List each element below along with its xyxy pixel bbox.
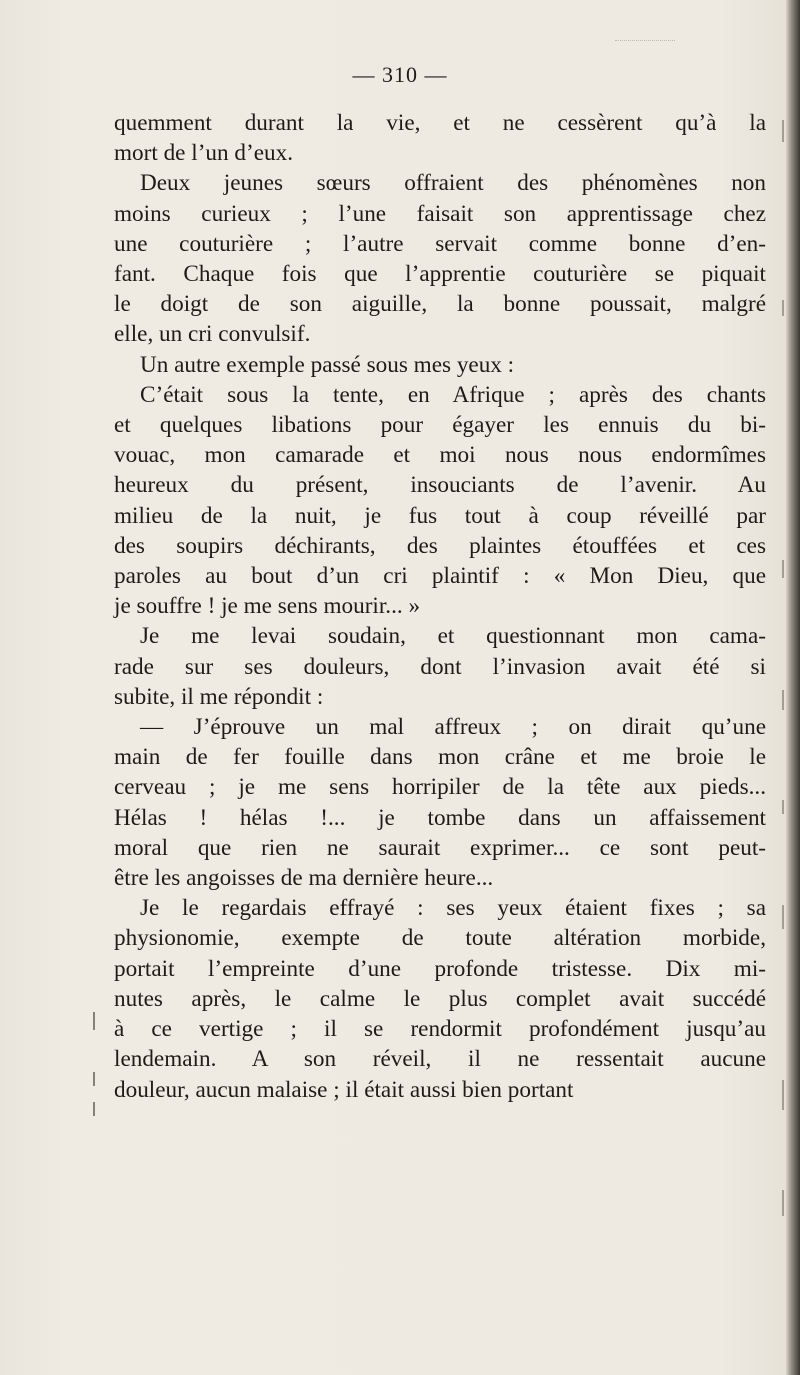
- text-line: Deux jeunes sœurs offraient des phénomènes non: [140, 170, 766, 197]
- text-line: et quelques libations pour égayer les ennuis du bi-: [114, 412, 766, 439]
- text-line: le doigt de son aiguille, la bonne poussait, malgré: [114, 291, 766, 318]
- text-line: moral que rien ne saurait exprimer... ce sont peut-: [114, 834, 766, 861]
- margin-mark: [93, 1012, 95, 1030]
- text-line: paroles au bout d’un cri plaintif : « Mon Dieu, que: [114, 563, 766, 590]
- text-line: Un autre exemple passé sous mes yeux :: [140, 351, 515, 378]
- text-line: cerveau ; je me sens horripiler de la tête aux pieds...: [114, 774, 766, 801]
- text-line: une couturière ; l’autre servait comme bonne d’en-: [114, 230, 766, 257]
- body-text: [114, 108, 766, 1105]
- text-line: je souffre ! je me sens mourir... »: [114, 593, 421, 620]
- text-line: elle, un cri convulsif.: [114, 321, 311, 348]
- text-line: physionomie, exempte de toute altération morbide,: [114, 925, 766, 952]
- text-line: être les angoisses de ma dernière heure...: [114, 865, 494, 892]
- text-line: main de fer fouille dans mon crâne et me broie le: [114, 744, 766, 771]
- text-line: douleur, aucun malaise ; il était aussi bien portant: [114, 1076, 574, 1103]
- page-number: — 310 —: [352, 62, 448, 87]
- text-line: fant. Chaque fois que l’apprentie couturière se piquait: [114, 261, 766, 288]
- text-line: vouac, mon camarade et moi nous nous endormîmes: [114, 442, 766, 469]
- text-line: à ce vertige ; il se rendormit profondément jusqu’au: [114, 1016, 766, 1043]
- text-line: des soupirs déchirants, des plaintes étouffées et ces: [114, 532, 766, 559]
- text-line: subite, il me répondit :: [114, 683, 324, 710]
- text-line: moins curieux ; l’une faisait son apprentissage chez: [114, 200, 766, 227]
- text-line: C’était sous la tente, en Afrique ; après des chants: [140, 381, 766, 408]
- text-line: portait l’empreinte d’une profonde tristesse. Dix mi-: [114, 955, 766, 982]
- text-line: mort de l’un d’eux.: [114, 140, 294, 167]
- text-line: — J’éprouve un mal affreux ; on dirait qu’une: [140, 714, 766, 741]
- text-line: quemment durant la vie, et ne cessèrent qu’à la: [114, 110, 766, 136]
- text-line: nutes après, le calme le plus complet avait succédé: [114, 985, 766, 1012]
- text-line: rade sur ses douleurs, dont l’invasion avait été si: [114, 653, 766, 680]
- margin-mark: [93, 1102, 95, 1116]
- text-line: milieu de la nuit, je fus tout à coup réveillé par: [114, 502, 766, 529]
- text-line: Je me levai soudain, et questionnant mon cama-: [140, 623, 766, 650]
- text-line: Hélas ! hélas !... je tombe dans un affaissement: [114, 804, 766, 831]
- binding-edge: [786, 0, 800, 1375]
- print-smudge: [615, 40, 675, 51]
- margin-mark: [93, 1072, 95, 1086]
- text-line: Je le regardais effrayé : ses yeux étaient fixes ; sa: [140, 895, 766, 922]
- text-line: lendemain. A son réveil, il ne ressentait aucune: [114, 1046, 766, 1073]
- page-edge-marks: [772, 0, 784, 1375]
- text-line: heureux du présent, insouciants de l’avenir. Au: [114, 472, 766, 499]
